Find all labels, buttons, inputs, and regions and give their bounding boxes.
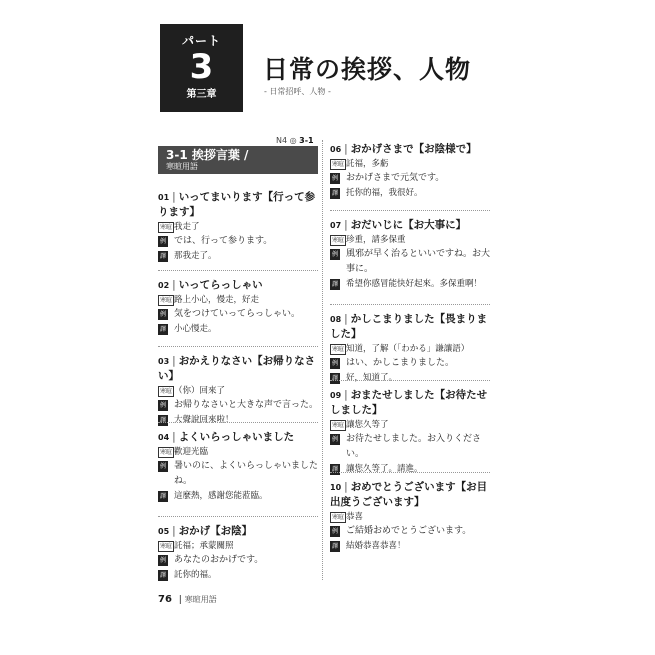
entry-example: 例 はい、かしこまりました。 [332,358,455,368]
entry-meaning: 寒暄 （你）回來了 [160,386,226,396]
entry-separator [158,270,318,271]
entry-02 [158,278,323,336]
entry-09 [330,388,495,476]
entry-translation: 譯 希望你感冒能快好起來。多保重啊！ [332,279,483,289]
page-title: 日常の挨拶、人物 [263,55,472,84]
entry-heading: 02 | いってらっしゃい [158,279,263,291]
entry-translation: 譯 讓您久等了。請進。 [332,464,423,474]
entry-meaning: 寒暄 歡迎光臨 [160,447,209,457]
entry-heading: 10 | おめでとうございます【お目出度うございます】 [330,481,488,508]
entry-separator [330,472,490,473]
entry-heading: 09 | おまたせしました【お待たせしました】 [330,389,488,416]
headphone-icon: ◎ [289,136,297,145]
entry-separator [330,380,490,381]
section-header [158,146,318,174]
entry-separator [158,346,318,347]
level-tag [276,136,314,145]
entry-meaning: 寒暄 託福，多虧 [332,159,389,169]
entry-example: 例 おかげさまで元気です。 [332,173,445,183]
entry-meaning: 寒暄 知道，了解（「わかる」謙讓語） [332,344,470,354]
entry-10 [330,480,495,553]
entry-translation: 譯 這麼熱，感謝您能蒞臨。 [160,491,268,501]
chapter-number: 3 [189,47,214,87]
entry-08 [330,312,495,385]
entry-05 [158,524,323,582]
entry-translation: 譯 那我走了。 [160,251,217,261]
entry-translation: 譯 結婚恭喜恭喜！ [332,541,406,551]
entry-04 [158,430,323,503]
entry-separator [158,516,318,517]
section-subtitle: 寒暄用語 [166,162,198,171]
entry-translation: 譯 好，知道了。 [332,373,398,383]
entry-06 [330,142,495,200]
chapter-badge [160,24,243,112]
entry-meaning: 寒暄 恭喜 [332,512,364,522]
entry-heading: 03 | おかえりなさい【お帰りなさい】 [158,355,316,382]
entry-example: 例 ご結婚おめでとうございます。 [332,526,472,536]
entry-meaning: 寒暄 珍重，請多保重 [332,235,406,245]
entry-meaning: 寒暄 讓您久等了 [332,420,389,430]
entry-separator [330,304,490,305]
entry-01 [158,190,323,263]
entry-meaning: 寒暄 路上小心，慢走，好走 [160,295,260,305]
page-footer: 76 | 寒暄用語 [158,594,217,605]
entry-meaning: 寒暄 我走了 [160,222,200,232]
entry-07 [330,218,495,291]
level-code: 3-1 [299,136,314,145]
entry-heading: 01 | いってまいります【行って参ります】 [158,191,316,218]
entry-heading: 08 | かしこまりました【畏まりました】 [330,313,488,340]
entry-translation: 譯 小心慢走。 [160,324,217,334]
entry-translation: 譯 託你的福。 [160,570,217,580]
entry-heading: 05 | おかげ【お陰】 [158,525,253,537]
entry-example: 例 あなたのおかげです。 [160,555,264,565]
entry-separator [158,422,318,423]
entry-example: 例 気をつけていってらっしゃい。 [160,309,301,319]
level-label: N4 [276,136,288,145]
entry-heading: 07 | おだいじに【お大事に】 [330,219,467,231]
page-number: 76 [158,594,172,605]
entry-example: 例 では、行って参ります。 [160,236,273,246]
entry-03 [158,354,323,427]
entry-example: 例 暑いのに、よくいらっしゃいましたね。 [160,461,319,486]
entry-example: 例 お帰りなさいと大きな声で言った。 [160,400,319,410]
footer-label: 寒暄用語 [184,595,217,604]
chapter-part: パート [181,34,221,48]
page-subtitle: - 日常招呼、人物 - [264,87,331,96]
entry-example: 例 お待たせしました。お入りください。 [332,434,482,459]
entry-example: 例 風邪が早く治るといいですね。お大事に。 [332,249,491,274]
entry-separator [330,210,490,211]
entry-heading: 04 | よくいらっしゃいました [158,431,295,443]
entry-translation: 譯 托你的福，我很好。 [332,188,423,198]
entry-meaning: 寒暄 託福；承蒙關照 [160,541,234,551]
chapter-sub: 第三章 [186,89,217,100]
section-title: 3-1 挨拶言葉 / [166,148,249,162]
entry-translation: 譯 大聲說回來啦！ [160,415,234,425]
entry-heading: 06 | おかげさまで【お陰様で】 [330,143,477,155]
